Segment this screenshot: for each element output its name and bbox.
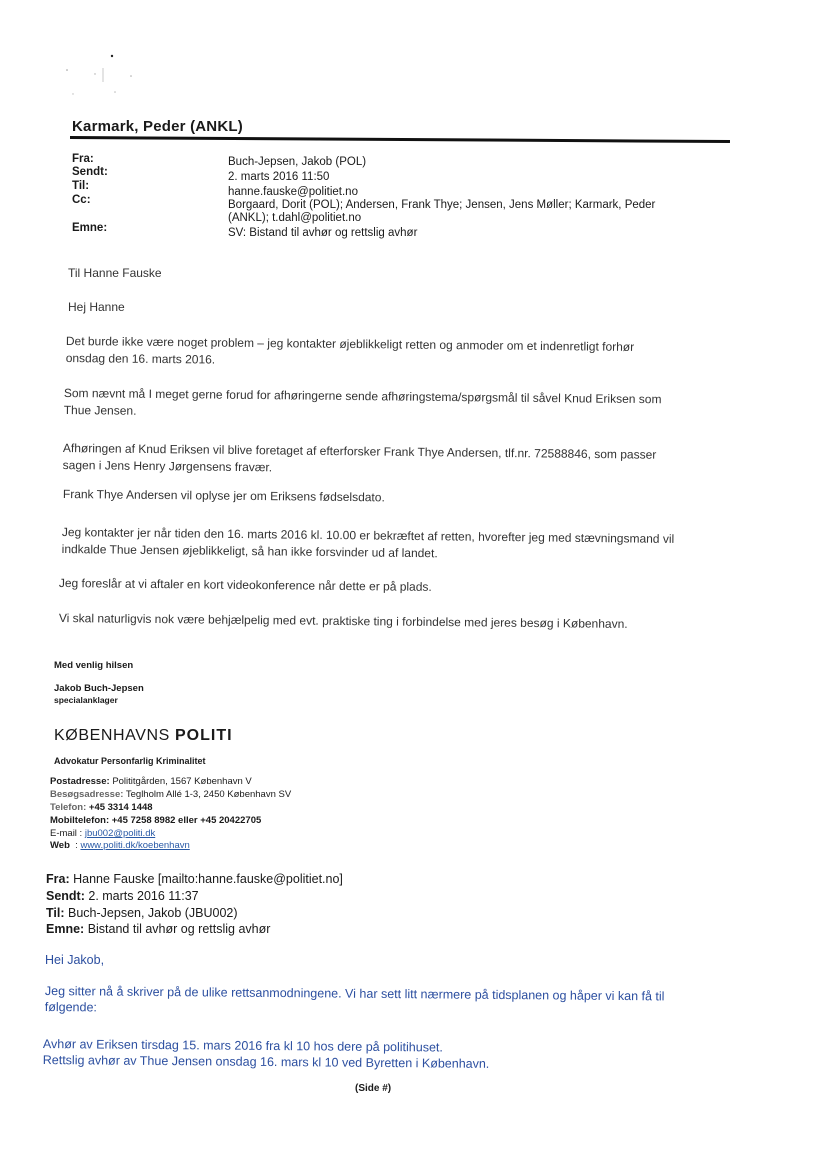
prev-paragraph-2-line1: Avhør av Eriksen tirsdag 15. mars 2016 fra kl 10 hos dere på politihuset. (42, 1037, 443, 1055)
visit-address (50, 789, 291, 800)
prev-greeting: Hei Jakob, (45, 953, 105, 967)
body-paragraph-9: Vi skal naturligvis nok være behjælpelig med evt. praktiske ting i forbindelse med jeres besøg i København. (58, 610, 628, 631)
prev-to-value: Buch-Jepsen, Jakob (JBU002) (68, 906, 238, 920)
email-line: E-mail : jbu002@politi.dk (50, 828, 156, 839)
signature-name: Jakob Buch-Jepsen (54, 683, 144, 694)
signature-department: Advokatur Personfarlig Kriminalitet (54, 756, 206, 766)
cc-value-line2: (ANKL); t.dahl@politiet.no (228, 212, 362, 224)
body-paragraph-5-line2: sagen i Jens Henry Jørgensens fravær. (62, 457, 273, 475)
page-title: Karmark, Peder (ANKL) (72, 118, 243, 135)
prev-paragraph-1 (45, 983, 765, 1021)
police-logo-light: KØBENHAVNS (54, 727, 170, 744)
postal-address (50, 776, 252, 787)
signature-role: specialanklager (54, 695, 118, 705)
body-salutation-to: Til Hanne Fauske (68, 266, 162, 280)
body-greeting: Hej Hanne (68, 300, 125, 314)
mobile-label: Mobiltelefon: (50, 815, 110, 826)
prev-sent-label: Sendt: (46, 889, 85, 903)
prev-sent-value: 2. marts 2016 11:37 (88, 889, 199, 903)
prev-paragraph-2-line2: Rettslig avhør av Thue Jensen onsdag 16. mars kl 10 ved Byretten i København. (42, 1052, 490, 1071)
police-logo-bold: POLITI (175, 727, 233, 744)
prev-paragraph-1-line1: Jeg sitter nå å skriver på de ulike rettsanmodningene. Vi har sett litt nærmere på tidsplanen og håper vi kan få til (44, 983, 665, 1004)
subject-label: Emne: (72, 222, 108, 234)
body-paragraph-3-line2: onsdag den 16. marts 2016. (65, 350, 216, 367)
prev-paragraph-2 (43, 1036, 763, 1074)
body-paragraph-7 (62, 524, 762, 566)
title-divider (70, 136, 730, 143)
prev-subject-line (46, 922, 270, 936)
email-link[interactable]: jbu002@politi.dk (84, 828, 156, 839)
web-label: Web (50, 840, 70, 851)
phone-value: +45 3314 1448 (88, 802, 153, 813)
phone-line (50, 802, 153, 813)
to-value: hanne.fauske@politiet.no (228, 186, 358, 198)
mobile-value: +45 7258 8982 eller +45 20422705 (111, 815, 262, 826)
web-link[interactable]: www.politi.dk/koebenhavn (80, 840, 190, 851)
web-line: Web : www.politi.dk/koebenhavn (50, 840, 190, 851)
cc-label: Cc: (72, 194, 91, 206)
body-paragraph-5 (63, 440, 763, 482)
prev-from-line (46, 872, 343, 886)
body-paragraph-7-line2: indkalde Thue Jensen øjeblikkeligt, så han ikke forsvinder ud af landet. (61, 541, 438, 561)
body-paragraph-3 (66, 333, 766, 374)
page-footer: (Side #) (355, 1083, 392, 1094)
visit-address-value: Teglholm Allé 1-3, 2450 København SV (125, 789, 292, 800)
from-value: Buch-Jepsen, Jakob (POL) (228, 156, 367, 168)
from-label: Fra: (72, 153, 94, 165)
body-paragraph-3-line1: Det burde ikke være noget problem – jeg kontakter øjeblikkeligt retten og anmoder om et indenretligt forhør (65, 333, 635, 354)
phone-label: Telefon: (50, 802, 87, 813)
body-paragraph-5-line1: Afhøringen af Knud Eriksen vil blive foretaget af efterforsker Frank Thye Andersen, tlf.nr. 72588846, som passer (62, 440, 657, 462)
body-paragraph-4-line2: Thue Jensen. (63, 402, 137, 418)
prev-subject-label: Emne: (46, 922, 85, 936)
to-label: Til: (72, 180, 90, 192)
prev-subject-value: Bistand til avhør og rettslig avhør (87, 922, 271, 936)
prev-to-line (46, 906, 238, 920)
mobile-line (50, 815, 261, 826)
subject-value: SV: Bistand til avhør og rettslig avhør (228, 227, 418, 239)
scan-noise-marks (55, 50, 145, 110)
postal-address-value: Polititgården, 1567 København V (112, 776, 252, 787)
postal-address-label: Postadresse: (50, 776, 110, 787)
body-paragraph-7-line1: Jeg kontakter jer når tiden den 16. marts 2016 kl. 10.00 er bekræftet af retten, hvorefter jeg med stævningsmand vil (61, 524, 675, 546)
body-paragraph-6: Frank Thye Andersen vil oplyse jer om Eriksens fødselsdato. (62, 486, 385, 505)
email-label: E-mail (50, 828, 77, 839)
sent-value: 2. marts 2016 11:50 (228, 171, 330, 183)
prev-to-label: Til: (46, 906, 65, 920)
signature-greeting: Med venlig hilsen (54, 660, 134, 671)
prev-paragraph-1-line2: følgende: (44, 999, 97, 1015)
prev-from-value: Hanne Fauske [mailto:hanne.fauske@politiet.no] (73, 872, 343, 886)
body-paragraph-4 (64, 385, 764, 426)
sent-label: Sendt: (72, 166, 108, 178)
body-paragraph-8: Jeg foreslår at vi aftaler en kort videokonference når dette er på plads. (58, 575, 432, 594)
police-logo (54, 727, 233, 745)
prev-sent-line (46, 889, 199, 903)
prev-from-label: Fra: (46, 872, 70, 886)
visit-address-label: Besøgsadresse: (50, 789, 124, 800)
body-paragraph-4-line1: Som nævnt må I meget gerne forud for afhøringerne sende afhøringstema/spørgsmål til såvel Knud Eriksen som (63, 385, 662, 407)
cc-value-line1: Borgaard, Dorit (POL); Andersen, Frank Thye; Jensen, Jens Møller; Karmark, Peder (228, 199, 656, 211)
